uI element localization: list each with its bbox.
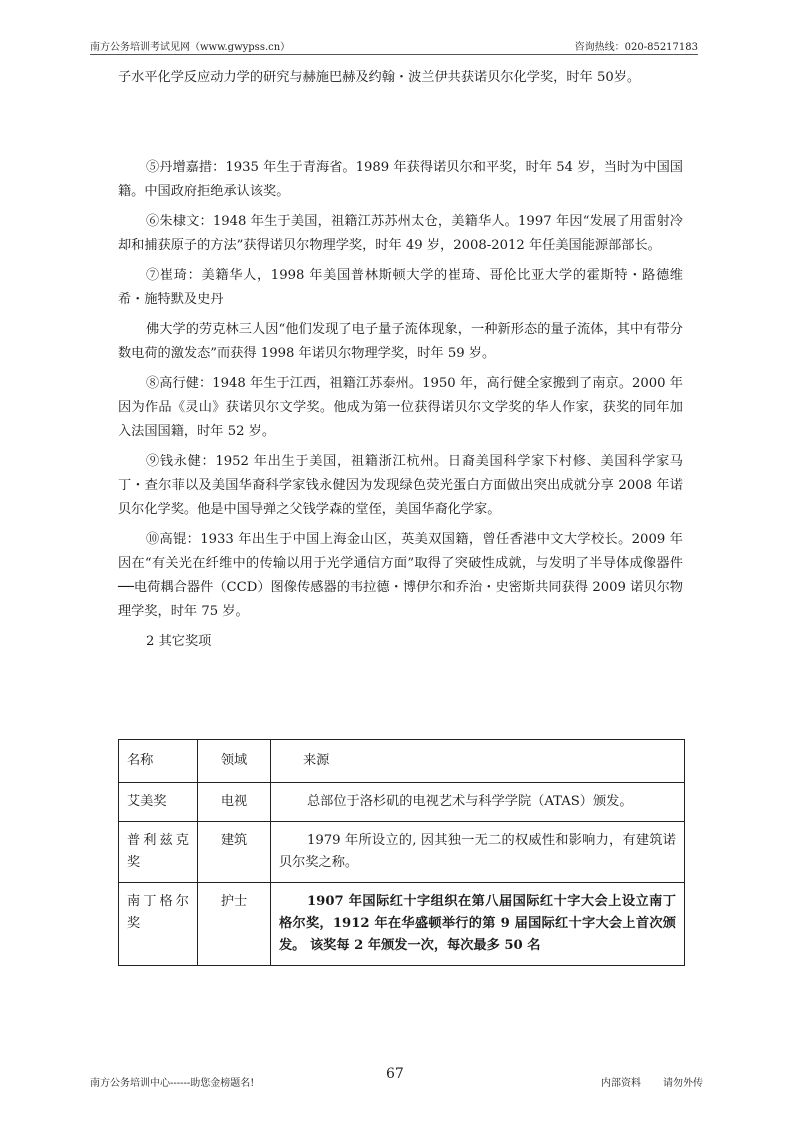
table-header-row [119, 740, 685, 783]
header-site-name: 南方公务培训考试见网（www.gwypss.cn） [90, 41, 291, 53]
header-source: 来源 [271, 740, 685, 783]
header-name: 名称 [119, 740, 198, 783]
table-row [119, 822, 685, 883]
footer-confidential-label: 请勿外传 [663, 1078, 703, 1089]
award-name: 普利兹克奖 [119, 822, 198, 883]
award-field: 护士 [198, 883, 271, 966]
paragraph-carryover: 子水平化学反应动力学的研究与赫施巴赫及约翰・波兰伊共获诺贝尔化学奖，时年 50岁。 [118, 70, 641, 85]
header-divider [90, 54, 698, 55]
page-header [90, 36, 698, 54]
header-hotline: 咨询热线：020-85217183 [574, 41, 698, 53]
paragraph-gao-xingjian: ⑧高行健：1948 年生于江西，祖籍江苏泰州。1950 年，高行健全家搬到了南京。2000 年因为作品《灵山》获诺贝尔文学奖。他成为第一位获得诺贝尔文学奖的华人作家，获奖的同年加入法国国籍，时年 52 岁。 [118, 376, 683, 439]
award-source-text: 1979 年所设立的, 因其独一无二的权威性和影响力，有建筑诺贝尔奖之称。 [279, 833, 676, 870]
award-field: 电视 [198, 783, 271, 822]
section-title: 2 其它奖项 [146, 634, 212, 649]
award-source-text: 1907 年国际红十字组织在第八届国际红十字大会上设立南丁格尔奖，1912 年在华盛顿举行的第 9 届国际红十字大会上首次颁发。 该奖每 2 年颁发一次，每次最多 50 名 [279, 894, 676, 953]
award-source [271, 883, 685, 966]
footer-internal-label: 内部资料 [601, 1078, 641, 1089]
header-field: 领域 [198, 740, 271, 783]
footer-slogan: 南方公务培训中心------助您金榜题名! [90, 1078, 255, 1089]
paragraph-daniel-tsui-cont: 佛大学的劳克林三人因“他们发现了电子量子流体现象，一种新形态的量子流体，其中有带分数电荷的激发态”而获得 1998 年诺贝尔物理学奖，时年 59 岁。 [118, 322, 683, 361]
paragraph-roger-tsien: ⑨钱永健：1952 年出生于美国，祖籍浙江杭州。日裔美国科学家下村修、美国科学家马丁・查尔菲以及美国华裔科学家钱永健因为发现绿色荧光蛋白方面做出突出成就分享 2008 年诺贝尔化学奖。他是中国导弹之父钱学森的堂侄，美国华裔化学家。 [118, 454, 683, 517]
table-row [119, 783, 685, 822]
award-source [271, 822, 685, 883]
paragraph-steven-chu: ⑥朱棣文：1948 年生于美国，祖籍江苏苏州太仓，美籍华人。1997 年因“发展了用雷射冷却和捕获原子的方法”获得诺贝尔物理学奖，时年 49 岁，2008-2012 年任美国能源部部长。 [118, 214, 683, 253]
award-name: 艾美奖 [119, 783, 198, 822]
award-source-text: 总部位于洛杉矶的电视艺术与科学学院（ATAS）颁发。 [307, 794, 633, 809]
document-body [118, 66, 683, 654]
paragraph-daniel-tsui: ⑦崔琦：美籍华人，1998 年美国普林斯顿大学的崔琦、哥伦比亚大学的霍斯特・路德维希・施特默及史丹 [118, 268, 683, 307]
paragraph-charles-kao: ⑩高锟：1933 年出生于中国上海金山区，英美双国籍，曾任香港中文大学校长。2009 年因在“有关光在纤维中的传输以用于光学通信方面”取得了突破性成就，与发明了半导体成像器件──电荷耦合器件（CCD）图像传感器的韦拉德・博伊尔和乔治・史密斯共同获得 2009 诺贝尔物理学奖，时年 75 岁。 [118, 532, 683, 619]
page-footer [90, 1066, 703, 1096]
page-number: 67 [386, 1066, 404, 1082]
footer-notice [601, 1074, 703, 1089]
award-field: 建筑 [198, 822, 271, 883]
award-source [271, 783, 685, 822]
award-name: 南丁格尔奖 [119, 883, 198, 966]
paragraph-dalai-lama: ⑤丹增嘉措：1935 年生于青海省。1989 年获得诺贝尔和平奖，时年 54 岁，当时为中国国籍。中国政府拒绝承认该奖。 [118, 160, 683, 199]
awards-table [118, 739, 685, 966]
table-row [119, 883, 685, 966]
